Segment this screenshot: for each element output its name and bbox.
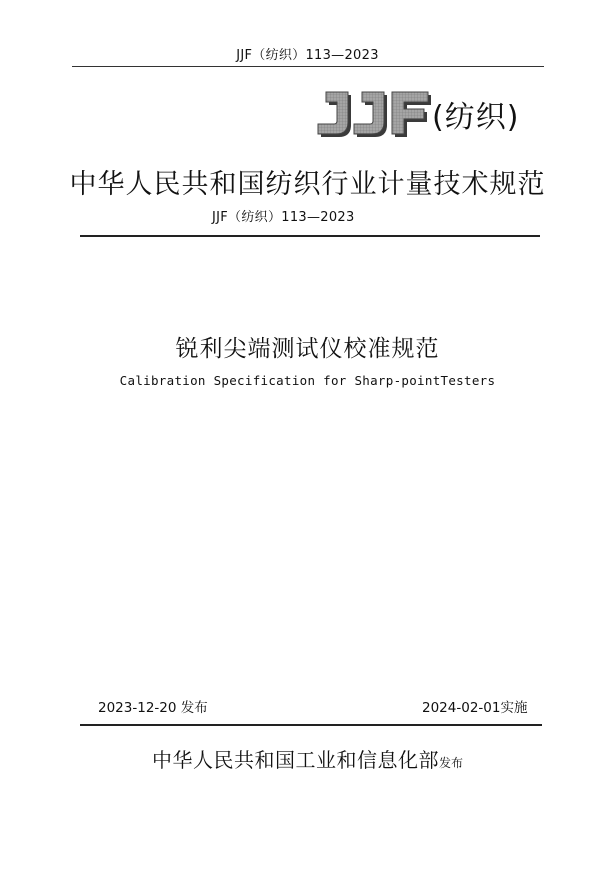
header-divider [72,66,544,67]
jjf-logo [312,88,552,140]
effective-date: 2024-02-01实施 [422,700,528,716]
document-title-en: Calibration Specification for Sharp-pointTesters [119,373,496,388]
issuer-name: 中华人民共和国工业和信息化部 [151,748,439,772]
logo-suffix: (纺织) [432,100,520,135]
jjf-logo-mark-icon [312,88,432,140]
title-divider [80,235,540,237]
issuer-suffix: 发布 [438,756,463,770]
publish-date: 2023-12-20 发布 [98,700,208,716]
sub-code: JJF（纺织）113—2023 [212,210,355,225]
document-title-cn: 锐利尖端测试仪校准规范 [175,336,440,362]
main-title: 中华人民共和国纺织行业计量技术规范 [69,169,546,200]
header-code: JJF（纺织）113—2023 [236,48,379,63]
issuer [0,744,615,773]
bottom-divider [80,724,542,726]
